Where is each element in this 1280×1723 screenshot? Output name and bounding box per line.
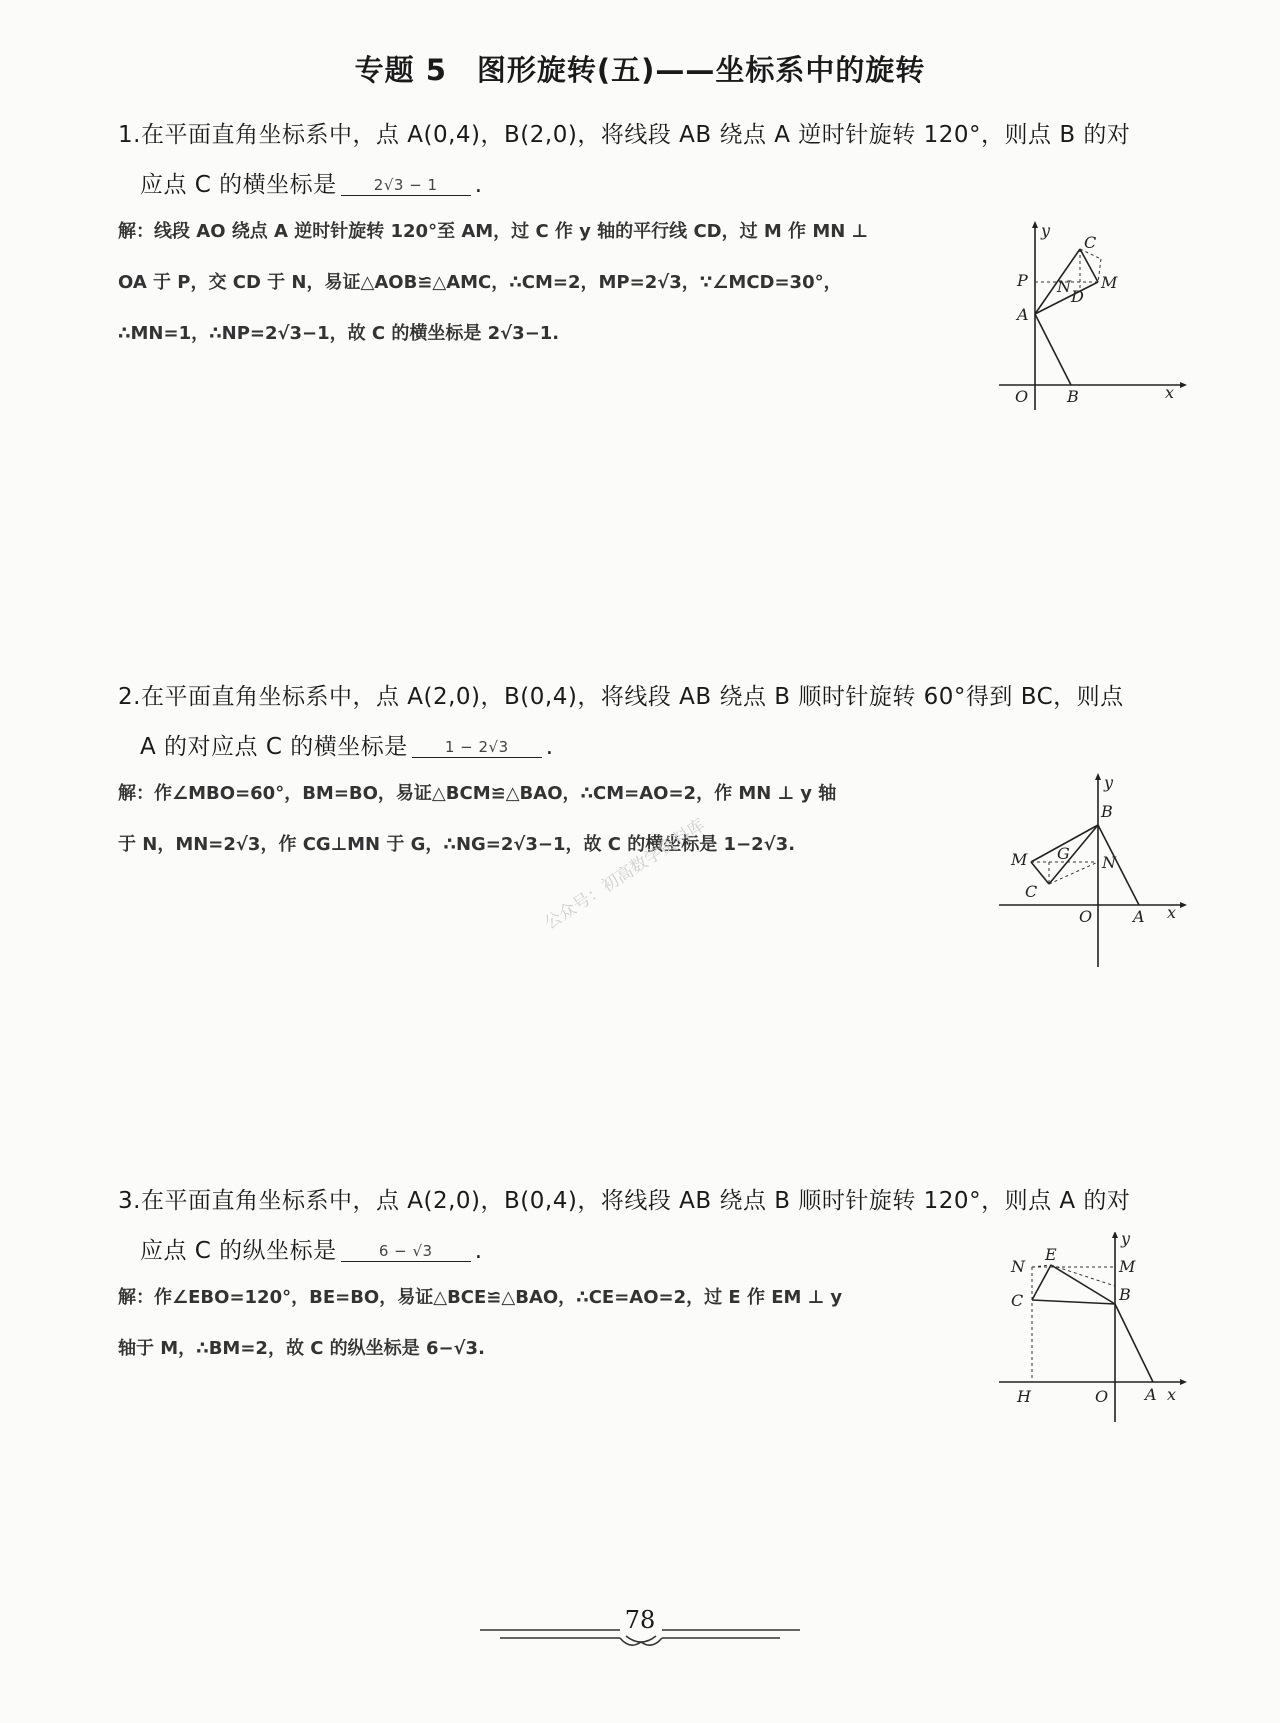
figure-1-label-C: C <box>1084 233 1097 252</box>
figure-3-label-N: N <box>1011 1257 1025 1276</box>
figure-2-label-M: M <box>1011 850 1028 869</box>
problem-1-solution-line-1: 解：线段 AO 绕点 A 逆时针旋转 120°至 AM，过 C 作 y 轴的平行线 CD，过 M 作 MN ⊥ <box>118 221 869 242</box>
figure-1-label-P: P <box>1017 271 1028 290</box>
problem-1-solution-line-3: ∴MN=1，∴NP=2√3−1，故 C 的横坐标是 2√3−1. <box>118 323 560 344</box>
figure-2-label-A: A <box>1133 907 1145 926</box>
problem-2-solution-line-2: 于 N，MN=2√3，作 CG⊥MN 于 G，∴NG=2√3−1，故 C 的横坐标是 1−2√3. <box>118 834 796 855</box>
figure-3-label-E: E <box>1045 1245 1057 1264</box>
problem-1-solution-line-2: OA 于 P，交 CD 于 N，易证△AOB≌△AMC，∴CM=2，MP=2√3，∵∠MCD=30°， <box>118 272 842 293</box>
figure-3-label-y: y <box>1121 1232 1131 1248</box>
problem-1-question-line-1: 1.在平面直角坐标系中，点 A(0,4)，B(2,0)，将线段 AB 绕点 A 逆时针旋转 120°，则点 B 的对 <box>118 122 1131 148</box>
problem-1-question-text: 应点 C 的横坐标是 <box>140 172 337 198</box>
figure-2-label-O: O <box>1079 907 1093 926</box>
problem-1-question-line-2 <box>118 160 1188 210</box>
problem-2-solution <box>118 768 978 870</box>
problem-2-solution-line-1: 解：作∠MBO=60°，BM=BO，易证△BCM≌△BAO，∴CM=AO=2，作 MN ⊥ y 轴 <box>118 783 837 804</box>
figure-1 <box>995 220 1195 410</box>
figure-3-label-x: x <box>1167 1385 1177 1404</box>
problem-2-period: . <box>545 734 554 760</box>
figure-3-label-C: C <box>1011 1291 1024 1310</box>
figure-2-label-N: N <box>1102 853 1116 872</box>
figure-1-label-M: M <box>1101 273 1118 292</box>
figure-1-label-D: D <box>1071 287 1084 306</box>
problem-2-question-line-1: 2.在平面直角坐标系中，点 A(2,0)，B(0,4)，将线段 AB 绕点 B 顺时针旋转 60°得到 BC，则点 <box>118 684 1124 710</box>
figure-3-label-B: B <box>1119 1285 1131 1304</box>
page-number: 78 <box>624 1606 656 1634</box>
figure-3 <box>995 1232 1195 1422</box>
figure-1-label-x: x <box>1165 383 1175 402</box>
problem-1-period: . <box>474 172 483 198</box>
page-title: 专题 5 图形旋转(五)——坐标系中的旋转 <box>354 53 926 87</box>
problem-3-solution <box>118 1272 978 1374</box>
figure-2-label-y: y <box>1104 773 1114 792</box>
problem-2-question-text: A 的对应点 C 的横坐标是 <box>140 734 408 760</box>
figure-1-label-y: y <box>1041 221 1051 240</box>
figure-2-label-x: x <box>1167 903 1177 922</box>
figure-2-label-B: B <box>1101 802 1113 821</box>
figure-2-label-C: C <box>1025 882 1038 901</box>
problem-2-answer-blank: 1 − 2√3 <box>412 737 542 758</box>
problem-2-question-line-2 <box>118 722 1188 772</box>
figure-1-label-O: O <box>1015 387 1029 406</box>
figure-1-label-N: N <box>1057 277 1071 296</box>
figure-1-label-B: B <box>1067 387 1079 406</box>
figure-3-label-M: M <box>1119 1257 1136 1276</box>
figure-3-label-H: H <box>1017 1387 1031 1406</box>
figure-2 <box>995 772 1195 967</box>
problem-3-period: . <box>474 1238 483 1264</box>
figure-1-label-A: A <box>1017 305 1029 324</box>
problem-3-question-text: 应点 C 的纵坐标是 <box>140 1238 337 1264</box>
problem-3-question-line-1: 3.在平面直角坐标系中，点 A(2,0)，B(0,4)，将线段 AB 绕点 B 顺时针旋转 120°，则点 A 的对 <box>118 1188 1131 1214</box>
problem-3-answer-blank: 6 − √3 <box>341 1241 471 1262</box>
figure-3-label-O: O <box>1095 1387 1109 1406</box>
problem-1-answer-blank: 2√3 − 1 <box>341 175 471 196</box>
problem-3-solution-line-2: 轴于 M，∴BM=2，故 C 的纵坐标是 6−√3. <box>118 1338 485 1359</box>
problem-1-solution <box>118 206 978 359</box>
figure-2-label-G: G <box>1057 844 1070 863</box>
figure-3-label-A: A <box>1145 1385 1157 1404</box>
problem-3-solution-line-1: 解：作∠EBO=120°，BE=BO，易证△BCE≌△BAO，∴CE=AO=2，过 E 作 EM ⊥ y <box>118 1287 843 1308</box>
watermark: 公众号：初高数学资料库 <box>540 815 709 934</box>
footer-ornament <box>470 1620 810 1660</box>
